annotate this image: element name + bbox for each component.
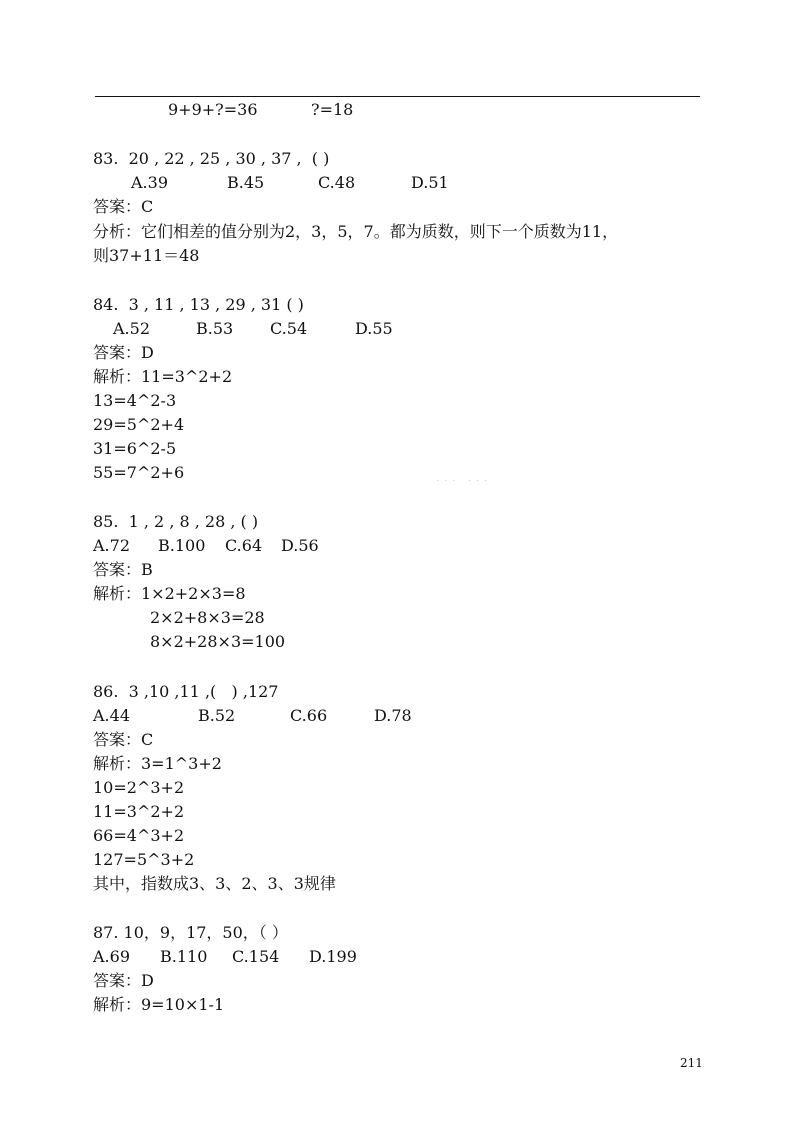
scan-artifact: ··· ···: [437, 478, 493, 485]
option-b: B.52: [198, 706, 236, 725]
analysis-87-line: 解析：9=10×1-1: [93, 995, 225, 1014]
answer-86: 答案：C: [93, 730, 154, 749]
analysis-86-line: 10=2^3+2: [93, 778, 185, 797]
analysis-84-line: 55=7^2+6: [93, 463, 185, 482]
option-a: A.39: [131, 173, 168, 192]
carryover-equation: 9+9+?=36: [168, 100, 258, 119]
analysis-83-line1: 分析：它们相差的值分别为2，3，5，7。都为质数，则下一个质数为11，: [93, 222, 619, 241]
option-d: D.51: [411, 173, 449, 192]
option-d: D.55: [355, 319, 393, 338]
page-number: 211: [680, 1056, 703, 1070]
question-87: 87. 10，9，17，50，（ ）: [93, 923, 288, 942]
option-d: D.78: [374, 706, 412, 725]
option-d: D.199: [309, 947, 357, 966]
header-rule: [95, 96, 700, 97]
option-c: C.64: [225, 536, 263, 555]
option-c: C.66: [290, 706, 328, 725]
analysis-86-line: 127=5^3+2: [93, 850, 195, 869]
analysis-85-line: 解析：1×2+2×3=8: [93, 584, 246, 603]
option-d: D.56: [281, 536, 319, 555]
analysis-84-line: 13=4^2-3: [93, 391, 177, 410]
option-a: A.69: [93, 947, 130, 966]
analysis-83-line2: 则37+11＝48: [93, 246, 200, 265]
option-b: B.45: [227, 173, 265, 192]
analysis-86-line: 11=3^2+2: [93, 802, 185, 821]
option-c: C.48: [318, 173, 356, 192]
option-b: B.110: [160, 947, 208, 966]
answer-83: 答案：C: [93, 197, 154, 216]
question-86: 86. 3 ,10 ,11 ,( ) ,127: [93, 682, 279, 701]
carryover-result: ?=18: [311, 100, 354, 119]
answer-84: 答案：D: [93, 343, 154, 362]
analysis-86-line: 解析：3=1^3+2: [93, 754, 222, 773]
question-85: 85. 1 , 2 , 8 , 28 , ( ): [93, 512, 259, 531]
option-c: C.54: [270, 319, 308, 338]
question-84: 84. 3 , 11 , 13 , 29 , 31 ( ): [93, 295, 304, 314]
option-a: A.72: [93, 536, 130, 555]
analysis-85-line: 2×2+8×3=28: [150, 608, 265, 627]
analysis-86-line: 66=4^3+2: [93, 826, 185, 845]
answer-85: 答案：B: [93, 560, 153, 579]
analysis-84-line: 解析：11=3^2+2: [93, 367, 233, 386]
analysis-86-line: 其中，指数成3、3、2、3、3规律: [93, 874, 336, 893]
option-a: A.52: [113, 319, 150, 338]
analysis-84-line: 31=6^2-5: [93, 439, 177, 458]
option-c: C.154: [232, 947, 280, 966]
option-a: A.44: [93, 706, 130, 725]
analysis-85-line: 8×2+28×3=100: [150, 632, 286, 651]
option-b: B.100: [158, 536, 206, 555]
answer-87: 答案：D: [93, 971, 154, 990]
analysis-84-line: 29=5^2+4: [93, 415, 185, 434]
option-b: B.53: [196, 319, 234, 338]
question-83: 83. 20 , 22 , 25 , 30 , 37 , ( ): [93, 149, 330, 168]
